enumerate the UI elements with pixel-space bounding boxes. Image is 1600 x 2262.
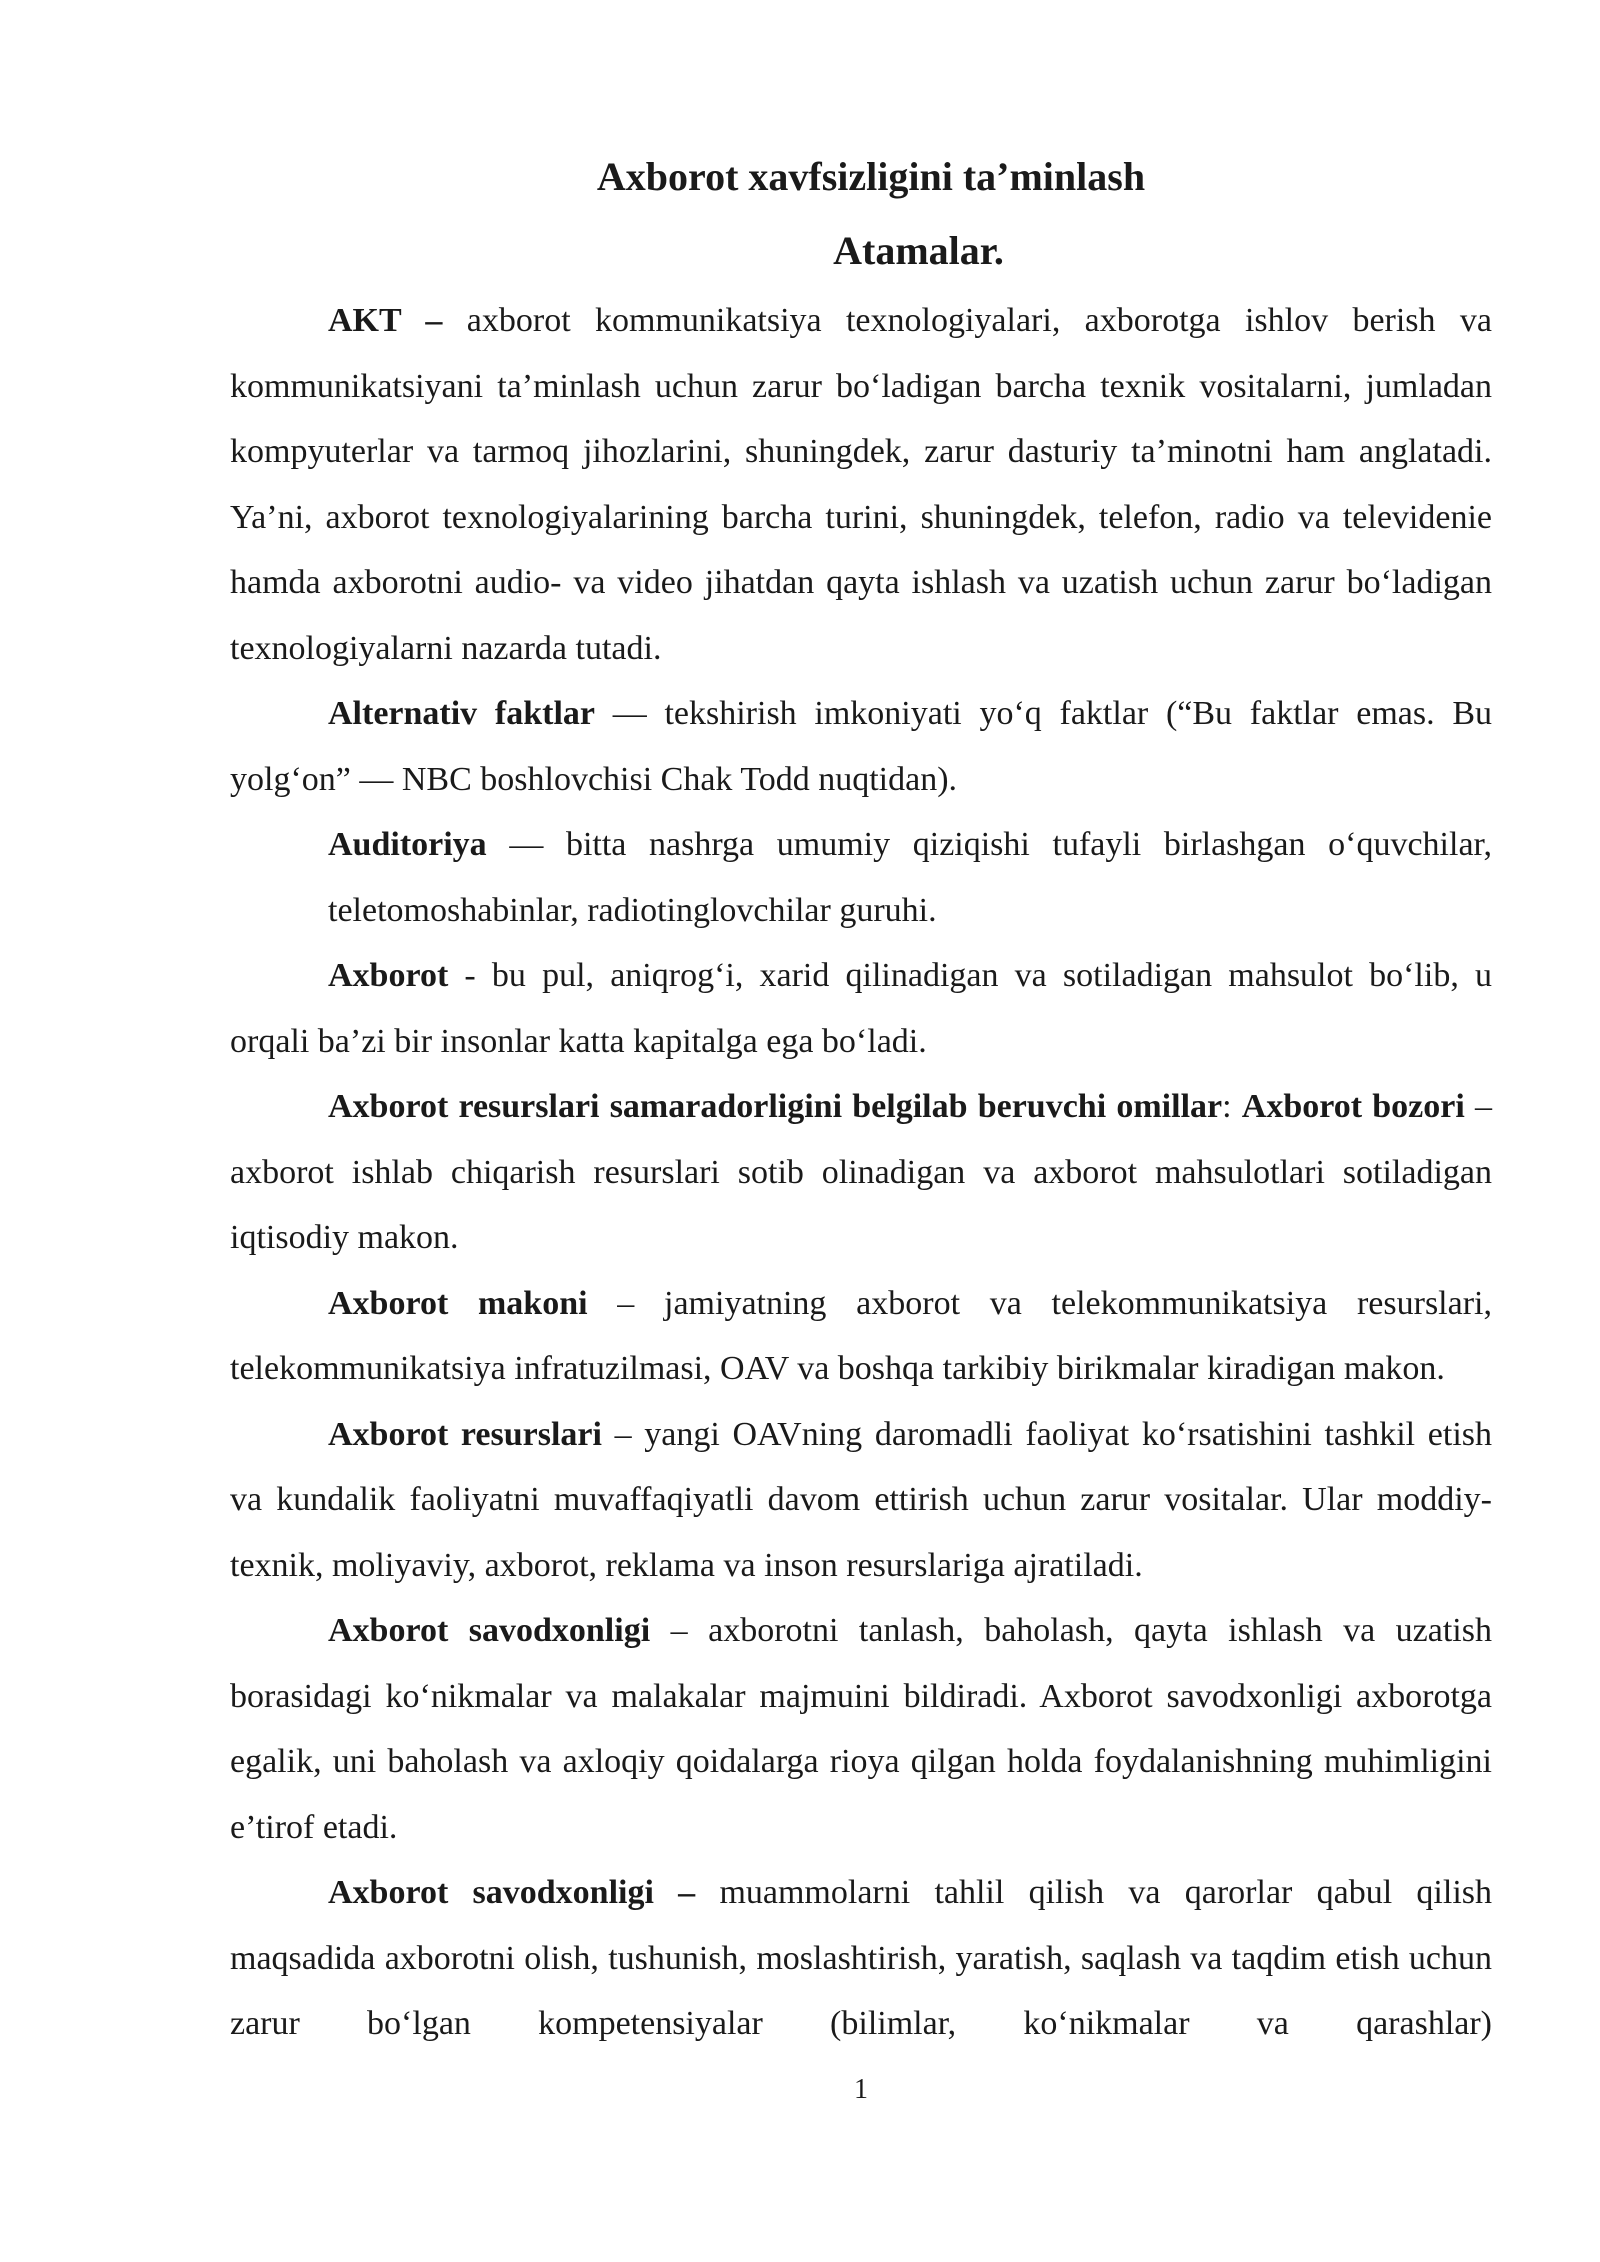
glossary-entry-axborot-bozori [230,1074,1492,1271]
entry-term: Axborot resurslari [328,1415,602,1453]
document-title: Axborot xavfsizligini ta’minlash [596,154,1146,199]
glossary-entry-akt [230,288,1492,681]
glossary-entry-axborot-savodxonligi-2 [230,1860,1492,2057]
entry-term: Axborot resurslari samaradorligini belgilab beruvchi omillar [328,1088,1223,1125]
entry-term: Auditoriya [328,826,487,863]
entry-definition: – jamiyatning axborot va telekommunikatsiya resurslari, telekommunikatsiya infratuzilmasi, OAV va boshqa tarkibiy birikmalar kiradigan makon. [230,1284,1492,1387]
entry-definition: axborot kommunikatsiya texnologiyalari, axborotga ishlov berish va kommunikatsiyani ta’minlash uchun zarur bo‘ladigan barcha texnik vositalarni, jumladan kompyuterlar va tarmoq jihozlarini, shuningdek, zarur dasturiy ta’minotni ham anglatadi. Ya’ni, axborot texnologiyalarining barcha turini, shuningdek, telefon, radio va televidenie hamda axborotni audio- va video jihatdan qayta ishlash va uzatish uchun zarur bo‘ladigan texnologiyalarni nazarda tutadi. [230,302,1492,667]
document-subtitle: Atamalar. [833,228,1004,273]
entry-colon: : [1222,1088,1242,1125]
glossary-entry-axborot-savodxonligi-1 [230,1598,1492,1860]
glossary-entry-alternativ-faktlar [230,681,1492,812]
entry-term: Axborot makoni [328,1284,588,1322]
entry-definition: – axborot ishlab chiqarish resurslari sotib olinadigan va axborot mahsulotlari sotiladigan iqtisodiy makon. [230,1088,1492,1256]
document-page [230,140,1492,2057]
entry-definition: – axborotni tanlash, baholash, qayta ishlash va uzatish borasidagi ko‘nikmalar va malakalar majmuini bildiradi. Axborot savodxonligi axborotga egalik, uni baholash va axloqiy qoidalarga rioya qilgan holda foydalanishning muhimligini e’tirof etadi. [230,1612,1492,1846]
glossary-entry-auditoriya [328,812,1492,943]
entry-definition: – yangi OAVning daromadli faoliyat ko‘rsatishini tashkil etish va kundalik faoliyatni muvaffaqiyatli davom ettirish uchun zarur vositalar. Ular moddiy- texnik, moliyaviy, axborot, reklama va inson resurslariga ajratiladi. [230,1415,1492,1584]
entry-definition: - bu pul, aniqrog‘i, xarid qilinadigan va sotiladigan mahsulot bo‘lib, u orqali ba’zi bir insonlar katta kapitalga ega bo‘ladi. [230,957,1492,1060]
entry-term: AKT – [328,302,443,339]
page-number: 1 [854,2074,868,2105]
glossary-entry-axborot-makoni [230,1271,1492,1402]
glossary-entry-axborot-resurslari [230,1402,1492,1599]
entry-definition: — tekshirish imkoniyati yo‘q faktlar (“Bu faktlar emas. Bu yolg‘on” — NBC boshlovchisi Chak Todd nuqtidan). [230,695,1492,798]
entry-definition: — bitta nashrga umumiy qiziqishi tufayli birlashgan o‘quvchilar, teletomoshabinlar, radiotinglovchilar guruhi. [328,826,1492,929]
entry-term: Alternativ faktlar [328,695,596,732]
entry-term: Axborot savodxonligi – [328,1874,696,1911]
entry-term-secondary: Axborot bozori [1241,1088,1465,1125]
glossary-entry-axborot [230,943,1492,1074]
entry-term: Axborot [328,957,449,994]
entry-term: Axborot savodxonligi [328,1612,651,1649]
entry-definition: muammolarni tahlil qilish va qarorlar qabul qilish maqsadida axborotni olish, tushunish, moslashtirish, yaratish, saqlash va taqdim etish uchun zarur bo‘lgan kompetensiyalar (bilimlar, ko‘nikmalar va qarashlar) [230,1874,1492,2042]
